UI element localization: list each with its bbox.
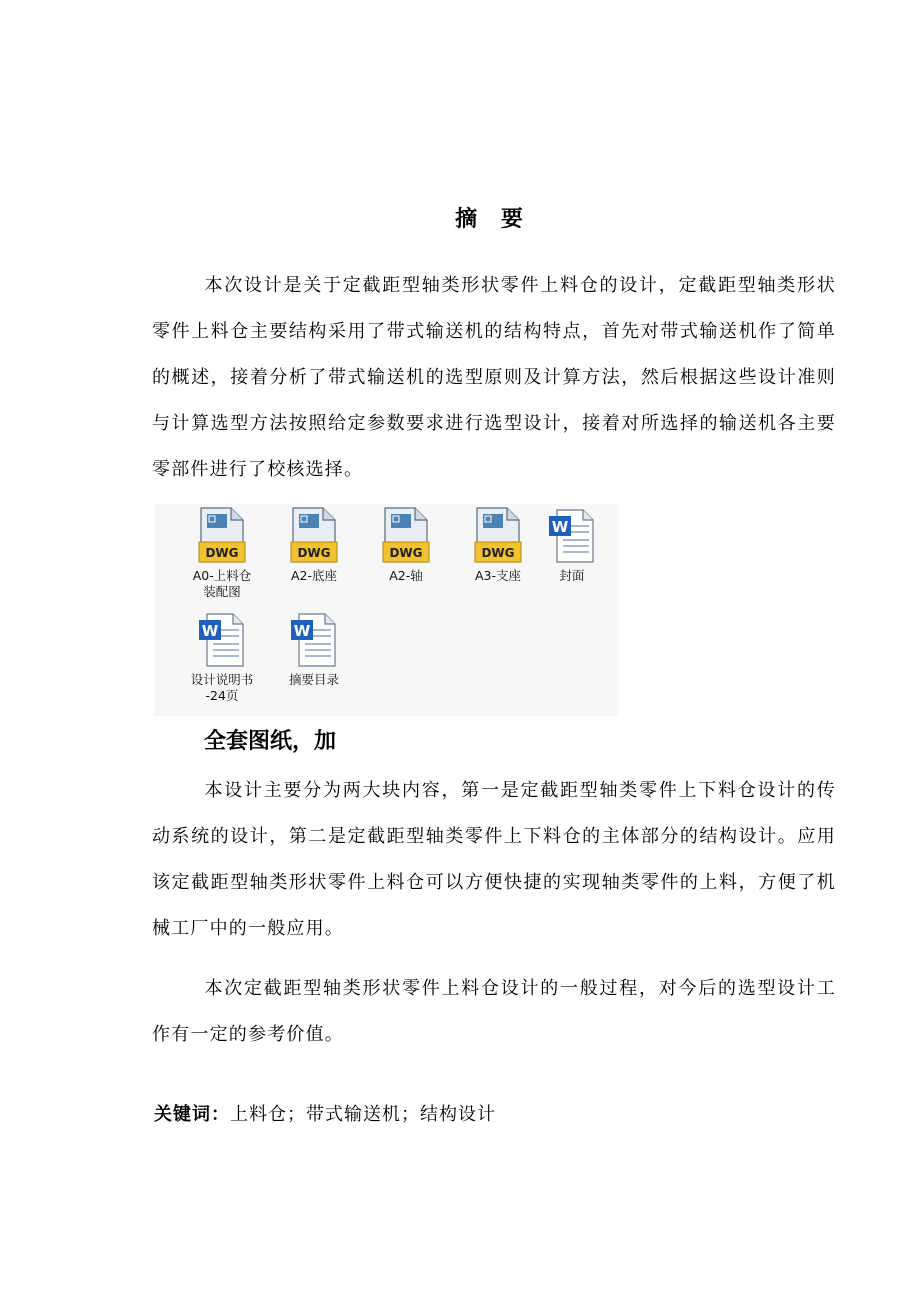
dwg-file-icon	[287, 506, 341, 564]
file-label: 设计说明书	[190, 672, 254, 687]
file-label: 封面	[559, 568, 585, 583]
svg-text:W: W	[551, 518, 569, 536]
abstract-paragraph-2: 本设计主要分为两大块内容，第一是定截距型轴类零件上下料仓设计的传动系统的设计，第二是定截距型轴类零件上下料仓的主体部分的结构设计。应用该定截距型轴类形状零件上料仓可以方便快捷的实现轴类零件的上料，方便了机械工厂中的一般应用。	[152, 780, 836, 939]
keywords-label: 关键词：	[154, 1104, 230, 1125]
section-heading: 全套图纸，加	[204, 729, 337, 754]
file-label: A2-底座	[290, 568, 337, 583]
file-label: 摘要目录	[288, 672, 339, 687]
file-label: A0-上料仓	[192, 568, 252, 583]
svg-text:DWG: DWG	[297, 546, 331, 560]
word-doc-icon	[287, 610, 341, 668]
file-label: -24页	[205, 688, 239, 703]
file-item-a0-assembly[interactable]	[176, 506, 268, 600]
word-doc-icon	[195, 610, 249, 668]
abstract-paragraph-3: 本次定截距型轴类形状零件上料仓设计的一般过程，对今后的选型设计工作有一定的参考价值。	[152, 978, 836, 1045]
abstract-paragraph-1: 本次设计是关于定截距型轴类形状零件上料仓的设计，定截距型轴类形状零件上料仓主要结构采用了带式输送机的结构特点，首先对带式输送机作了简单的概述，接着分析了带式输送机的选型原则及计算方法，然后根据这些设计准则与计算选型方法按照给定参数要求进行选型设计，接着对所选择的输送机各主要零部件进行了校核选择。	[152, 275, 836, 480]
file-item-cover[interactable]	[526, 506, 618, 584]
keywords-line	[154, 1100, 496, 1126]
file-item-a2-base[interactable]	[268, 506, 360, 584]
dwg-file-icon	[471, 506, 525, 564]
dwg-file-icon	[195, 506, 249, 564]
abstract-title: 摘 要	[455, 207, 531, 232]
svg-text:W: W	[201, 622, 219, 640]
svg-text:DWG: DWG	[389, 546, 423, 560]
file-label: 装配图	[203, 584, 241, 599]
file-item-design-manual[interactable]	[176, 610, 268, 704]
file-label: A2-轴	[389, 568, 423, 583]
word-doc-icon	[545, 506, 599, 564]
file-item-a2-shaft[interactable]	[360, 506, 452, 584]
svg-text:W: W	[293, 622, 311, 640]
svg-text:DWG: DWG	[205, 546, 239, 560]
keywords-value: 上料仓；带式输送机；结构设计	[230, 1104, 496, 1125]
file-item-abstract-toc[interactable]	[268, 610, 360, 688]
dwg-file-icon	[379, 506, 433, 564]
file-label: A3-支座	[474, 568, 521, 583]
svg-text:DWG: DWG	[481, 546, 515, 560]
file-explorer-panel	[154, 504, 618, 716]
